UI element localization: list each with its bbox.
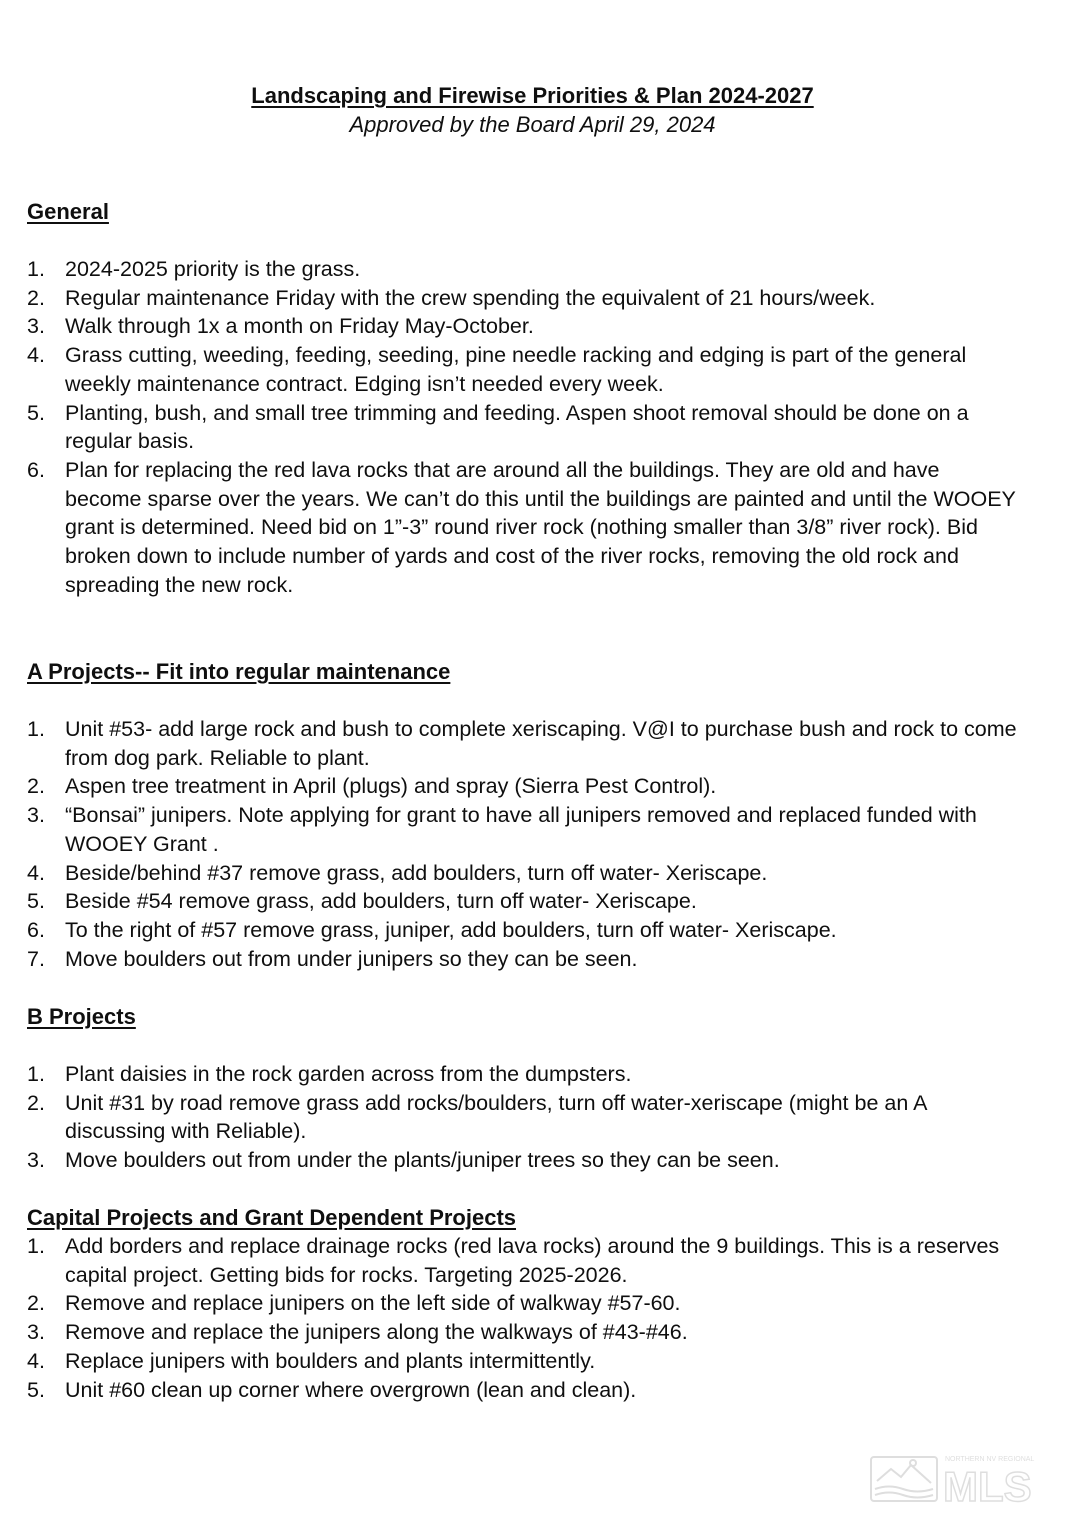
- item-text: To the right of #57 remove grass, juniper, add boulders, turn off water- Xeriscape.: [65, 917, 837, 942]
- item-text: Unit #60 clean up corner where overgrown (lean and clean).: [65, 1377, 637, 1402]
- svg-text:NORTHERN NV REGIONAL: NORTHERN NV REGIONAL: [945, 1456, 1035, 1463]
- item-text: Remove and replace junipers on the left side of walkway #57-60.: [65, 1291, 681, 1316]
- section-general: [27, 197, 1017, 599]
- item-number: 2.: [27, 774, 45, 799]
- section-a-projects: [27, 657, 1017, 973]
- item-text: Walk through 1x a month on Friday May-October.: [65, 314, 534, 339]
- item-number: 3.: [27, 803, 45, 828]
- list-item: [27, 1347, 1017, 1376]
- item-text: Unit #31 by road remove grass add rocks/boulders, turn off water-xeriscape (might be an A discussing with Reliable).: [65, 1090, 927, 1144]
- item-text: Grass cutting, weeding, feeding, seeding, pine needle racking and edging is part of the general weekly maintenance contract. Edging isn’t needed every week.: [65, 343, 967, 396]
- list-item: [27, 887, 1017, 916]
- list-item: [27, 1089, 1017, 1146]
- item-text: Beside/behind #37 remove grass, add boulders, turn off water- Xeriscape.: [65, 860, 768, 885]
- list-item: [27, 772, 1017, 801]
- item-number: 6.: [27, 917, 45, 942]
- list-item: [27, 312, 1017, 341]
- item-number: 1.: [27, 717, 45, 741]
- item-text: Regular maintenance Friday with the crew spending the equivalent of 21 hours/week.: [65, 285, 876, 310]
- list-item: [27, 399, 1017, 456]
- item-text: Remove and replace the junipers along the walkways of #43-#46.: [65, 1320, 688, 1345]
- list-item: [27, 945, 1017, 974]
- item-number: 3.: [27, 1148, 45, 1173]
- section-heading-general: General: [27, 199, 109, 224]
- section-b-projects: [27, 1002, 1017, 1175]
- mls-watermark-logo: [869, 1451, 1059, 1507]
- list-item: [27, 255, 1017, 284]
- item-number: 4.: [27, 343, 45, 368]
- item-text: Move boulders out from under the plants/juniper trees so they can be seen.: [65, 1148, 780, 1173]
- item-text: Plan for replacing the red lava rocks that are around all the buildings. They are old and have become sparse over the years. We can’t do this until the buildings are painted and until the WOOEY grant is determined. Need bid on 1”-3” round river rock (nothing smaller than 3/8” river rock). Bid broken down to include number of yards and cost of the river rocks, removing the old rock and spreading the new rock.: [65, 457, 1016, 597]
- document-title: Landscaping and Firewise Priorities & Plan 2024-2027: [251, 83, 814, 108]
- item-text: “Bonsai” junipers. Note applying for grant to have all junipers removed and replaced funded with WOOEY Grant .: [65, 803, 977, 856]
- item-number: 2.: [27, 1291, 45, 1316]
- section-capital-projects: [27, 1203, 1017, 1404]
- list-item: [27, 1376, 1017, 1405]
- item-text: Beside #54 remove grass, add boulders, turn off water- Xeriscape.: [65, 889, 697, 914]
- b-projects-list: [27, 1060, 1017, 1175]
- item-text: Add borders and replace drainage rocks (red lava rocks) around the 9 buildings. This is a reserves capital project. Getting bids for rocks. Targeting 2025-2026.: [65, 1234, 1000, 1287]
- list-item: [27, 859, 1017, 888]
- document-subtitle: Approved by the Board April 29, 2024: [349, 112, 716, 137]
- document-header: [0, 81, 1065, 139]
- item-number: 5.: [27, 889, 45, 914]
- section-heading-capital-projects: Capital Projects and Grant Dependent Projects: [27, 1205, 517, 1230]
- item-text: Aspen tree treatment in April (plugs) and spray (Sierra Pest Control).: [65, 774, 717, 799]
- general-list: [27, 255, 1017, 599]
- item-number: 2.: [27, 285, 45, 310]
- item-number: 4.: [27, 1348, 45, 1373]
- item-number: 2.: [27, 1090, 45, 1115]
- capital-projects-list: [27, 1232, 1017, 1404]
- item-number: 3.: [27, 314, 45, 339]
- section-heading-b-projects: B Projects: [27, 1004, 136, 1029]
- item-number: 5.: [27, 400, 45, 425]
- item-number: 1.: [27, 1234, 45, 1258]
- item-text: Replace junipers with boulders and plants intermittently.: [65, 1348, 596, 1373]
- item-number: 3.: [27, 1320, 45, 1345]
- list-item: [27, 341, 1017, 398]
- item-text: Plant daisies in the rock garden across from the dumpsters.: [65, 1062, 632, 1086]
- list-item: [27, 1289, 1017, 1318]
- list-item: [27, 1232, 1017, 1289]
- list-item: [27, 1318, 1017, 1347]
- list-item: [27, 715, 1017, 772]
- item-text: Move boulders out from under junipers so they can be seen.: [65, 946, 638, 971]
- list-item: [27, 801, 1017, 858]
- item-number: 4.: [27, 860, 45, 885]
- a-projects-list: [27, 715, 1017, 973]
- list-item: [27, 456, 1017, 600]
- list-item: [27, 1146, 1017, 1175]
- item-number: 7.: [27, 946, 45, 971]
- item-text: Planting, bush, and small tree trimming and feeding. Aspen shoot removal should be done on a regular basis.: [65, 400, 969, 454]
- list-item: [27, 1060, 1017, 1089]
- item-text: Unit #53- add large rock and bush to complete xeriscaping. V@I to purchase bush and rock to come from dog park. Reliable to plant.: [65, 717, 1017, 770]
- item-number: 5.: [27, 1377, 45, 1402]
- item-number: 1.: [27, 1062, 45, 1086]
- section-heading-a-projects: A Projects-- Fit into regular maintenance: [27, 659, 451, 684]
- svg-text:MLS: MLS: [943, 1463, 1032, 1507]
- list-item: [27, 916, 1017, 945]
- item-text: 2024-2025 priority is the grass.: [65, 257, 361, 281]
- item-number: 1.: [27, 257, 45, 281]
- list-item: [27, 284, 1017, 313]
- mountain-logo-icon: [871, 1457, 937, 1501]
- item-number: 6.: [27, 457, 45, 482]
